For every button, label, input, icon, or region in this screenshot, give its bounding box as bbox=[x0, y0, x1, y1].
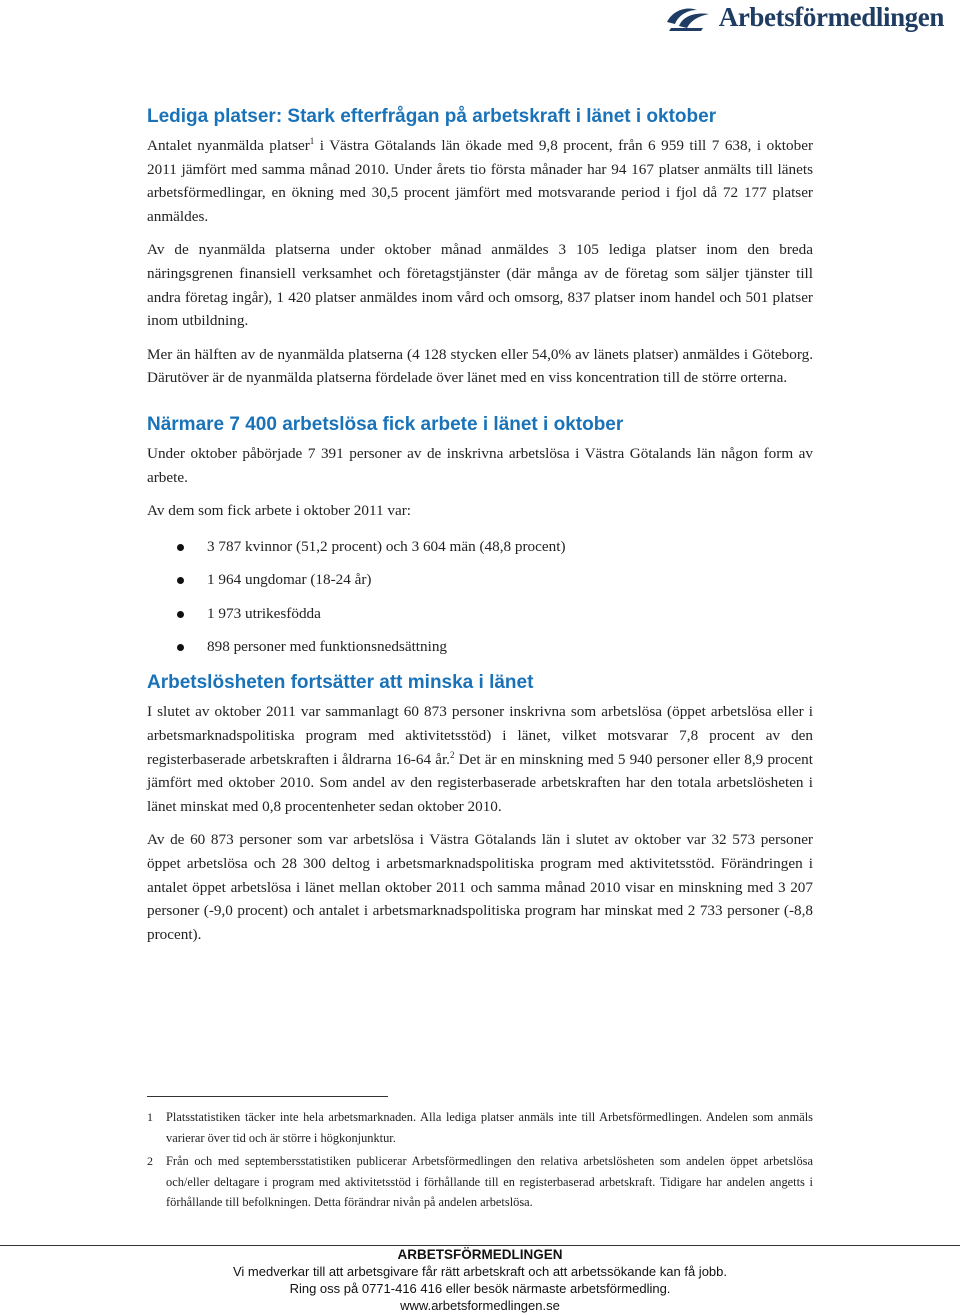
list-item-text: 898 personer med funktionsnedsättning bbox=[207, 637, 448, 655]
page-footer bbox=[0, 1246, 960, 1314]
footnote-text: Från och med septembersstatistiken publicerar Arbetsförmedlingen den relativa arbetslösheten som andelen öppet arbetslösa och/eller deltagare i program med aktivitetsstöd i förhållande till en registerbaserad arbetskraft. Tidigare har andelen angetts i förhållande till befolkningen. Detta förändrar nivån på andelen arbetslösa. bbox=[166, 1154, 813, 1209]
footnote-number: 1 bbox=[147, 1110, 153, 1124]
list-item-text: 1 964 ungdomar (18-24 år) bbox=[207, 571, 372, 589]
logo-text: Arbetsförmedlingen bbox=[718, 2, 944, 32]
paragraph bbox=[147, 134, 813, 228]
paragraph bbox=[147, 700, 813, 818]
main-content bbox=[147, 104, 813, 956]
list-item bbox=[147, 602, 813, 626]
footnote-number: 2 bbox=[147, 1154, 153, 1168]
footnote bbox=[147, 1151, 813, 1213]
paragraph: Mer än hälften av de nyanmälda platserna (4 128 stycken eller 54,0% av länets platser) anmäldes i Göteborg. Därutöver är de nyanmälda platserna fördelade över länet med en viss koncentration till de större orterna. bbox=[147, 345, 813, 387]
paragraph-text: I slutet av oktober 2011 var sammanlagt 60 873 personer inskrivna som arbetslösa (öppet arbetslösa eller i arbetsmarknadspolitiska program med aktivitetsstöd) i länet, vilket motsvarar 7,8 procent av den registerbaserade arbetskraften i åldrarna 16-64 år. bbox=[147, 703, 813, 768]
footer-org-name: ARBETSFÖRMEDLINGEN bbox=[397, 1247, 563, 1262]
section-heading-arbetsloshet: Arbetslösheten fortsätter att minska i länet bbox=[147, 672, 534, 694]
section-heading-lediga-platser: Lediga platser: Stark efterfrågan på arbetskraft i länet i oktober bbox=[147, 106, 717, 127]
footnote bbox=[147, 1107, 813, 1148]
bullet-list bbox=[147, 535, 813, 659]
brand-logo bbox=[665, 2, 944, 33]
paragraph: Av de nyanmälda platserna under oktober månad anmäldes 3 105 lediga platser inom den breda näringsgrenen finansiell verksamhet och företagstjänster (där många av de företag som säljer tjänster till andra företag ingår), 1 420 platser anmäldes inom vård och omsorg, 837 platser inom handel och 501 platser inom utbildning. bbox=[147, 241, 813, 330]
bullet-icon bbox=[177, 611, 184, 618]
bullet-icon bbox=[177, 577, 184, 584]
section-heading-arbete: Närmare 7 400 arbetslösa fick arbete i länet i oktober bbox=[147, 413, 624, 435]
list-item bbox=[147, 535, 813, 559]
list-item-text: 3 787 kvinnor (51,2 procent) och 3 604 män (48,8 procent) bbox=[207, 537, 566, 555]
footnotes bbox=[147, 1107, 813, 1216]
footnote-divider bbox=[147, 1096, 388, 1097]
footer-tagline: Vi medverkar till att arbetsgivare får rätt arbetskraft och att arbetssökande kan få jobb. bbox=[232, 1264, 727, 1279]
paragraph: Under oktober påbörjade 7 391 personer av de inskrivna arbetslösa i Västra Götalands län någon form av arbete. bbox=[147, 444, 813, 486]
paragraph-text: Antalet nyanmälda platser bbox=[147, 137, 310, 154]
footer-contact: Ring oss på 0771-416 416 eller besök närmaste arbetsförmedling. bbox=[289, 1281, 671, 1296]
footnote-text: Platsstatistiken täcker inte hela arbetsmarknaden. Alla lediga platser anmäls inte till Arbetsförmedlingen. Andelen som anmäls varierar över tid och är större i högkonjunktur. bbox=[166, 1110, 813, 1145]
footer-url[interactable]: www.arbetsformedlingen.se bbox=[400, 1298, 560, 1313]
paragraph-text: i Västra Götalands län ökade med 9,8 procent, från 6 959 till 7 638, i oktober 2011 jämfört med samma månad 2010. Under årets tio första månader har 94 167 platser anmälts till länets arbetsförmedlingar, en ökning med 30,5 procent jämfört med motsvarande period i fjol då 72 177 platser anmäldes. bbox=[147, 137, 813, 225]
list-item bbox=[147, 635, 813, 659]
bullet-icon bbox=[177, 544, 184, 551]
paragraph: Av de 60 873 personer som var arbetslösa i Västra Götalands län i slutet av oktober var 32 573 personer öppet arbetslösa och 28 300 deltog i arbetsmarknadspolitiska program med aktivitetsstöd. Förändringen i antalet öppet arbetslösa i länet mellan oktober 2011 och samma månad 2010 visar en minskning med 3 207 personer (-9,0 procent) och antalet i arbetsmarknadspolitiska program har minskat med 2 733 personer (-8,8 procent). bbox=[147, 831, 813, 943]
footnote-ref: 2 bbox=[449, 749, 455, 760]
footnote-ref: 1 bbox=[309, 135, 315, 146]
paragraph: Av dem som fick arbete i oktober 2011 var: bbox=[147, 502, 412, 520]
arbetsformedlingen-swoosh-icon bbox=[665, 4, 711, 32]
list-item bbox=[147, 568, 813, 592]
list-item-text: 1 973 utrikesfödda bbox=[207, 604, 321, 622]
paragraph-text: Det är en minskning med 5 940 personer eller 8,9 procent jämfört med oktober 2010. Som andel av den registerbaserade arbetskraften har den totala arbetslösheten i länet minskat med 0,8 procentenheter sedan oktober 2010. bbox=[147, 750, 813, 815]
bullet-icon bbox=[177, 644, 184, 651]
